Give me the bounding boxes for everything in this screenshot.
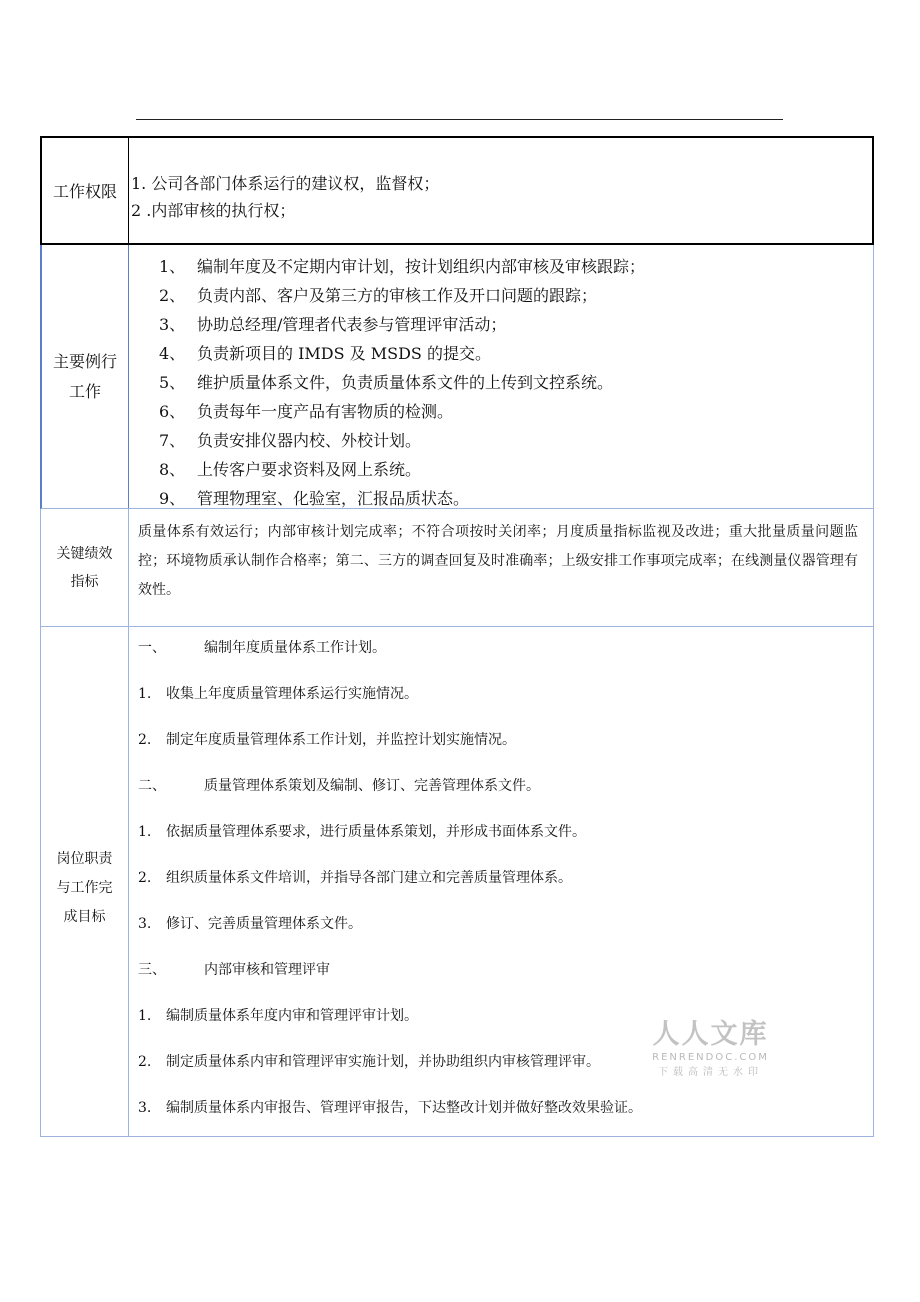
responsibility-item: 2. 组织质量体系文件培训，并指导各部门建立和完善质量管理体系。: [138, 870, 572, 886]
column-divider: [128, 245, 129, 508]
authority-item: 1. 公司各部门体系运行的建议权，监督权；: [131, 174, 440, 193]
routine-item: 3、 协助总经理/管理者代表参与管理评审活动；: [159, 315, 507, 334]
routine-item: 6、 负责每年一度产品有害物质的检测。: [159, 402, 454, 421]
responsibilities-label: [41, 839, 128, 937]
row-routine-work: [40, 245, 874, 509]
kpi-label: [41, 509, 128, 627]
responsibility-item: 1. 收集上年度质量管理体系运行实施情况。: [138, 686, 418, 702]
routine-item: 7、 负责安排仪器内校、外校计划。: [159, 431, 422, 450]
responsibility-item: 3. 编制质量体系内审报告、管理评审报告，下达整改计划并做好整改效果验证。: [138, 1100, 642, 1116]
responsibilities-label-line: 成目标: [63, 908, 106, 925]
kpi-label-line: 指标: [70, 574, 99, 590]
responsibilities-label-line: 岗位职责: [56, 850, 113, 867]
routine-item: 1、 编制年度及不定期内审计划，按计划组织内部审核及审核跟踪；: [159, 257, 646, 276]
kpi-text: 质量体系有效运行；内部审核计划完成率；不符合项按时关闭率；月度质量指标监视及改进；重大批量质量问题监控；环境物质承认制作合格率；第二、三方的调查回复及时准确率；上级安排工作事项完成率；在线测量仪器管理有效性。: [138, 524, 858, 598]
column-divider: [128, 627, 129, 1136]
row-authority: [40, 136, 874, 245]
section-heading: 二、 质量管理体系策划及编制、修订、完善管理体系文件。: [138, 778, 540, 794]
authority-label: 工作权限: [52, 182, 117, 201]
routine-work-label-line: 主要例行: [52, 352, 117, 371]
routine-work-label: [42, 245, 128, 509]
routine-item: 5、 维护质量体系文件，负责质量体系文件的上传到文控系统。: [159, 373, 614, 392]
routine-item: 9、 管理物理室、化验室，汇报品质状态。: [159, 489, 470, 508]
header-rule: [136, 119, 783, 120]
watermark-slogan: 下载高清无水印: [658, 1067, 763, 1078]
responsibility-item: 1. 依据质量管理体系要求，进行质量体系策划，并形成书面体系文件。: [138, 824, 586, 840]
responsibility-item: 2. 制定质量体系内审和管理评审实施计划，并协助组织内审核管理评审。: [138, 1054, 600, 1070]
responsibility-item: 3. 修订、完善质量管理体系文件。: [138, 916, 362, 932]
row-kpi: [40, 509, 874, 627]
column-divider: [128, 138, 129, 243]
watermark-domain: RENRENDOC.COM: [652, 1052, 769, 1063]
routine-item: 2、 负责内部、客户及第三方的审核工作及开口问题的跟踪；: [159, 286, 598, 305]
authority-content: [131, 170, 439, 224]
watermark-logo: [648, 1012, 773, 1078]
authority-item: 2 .内部审核的执行权；: [131, 201, 296, 220]
routine-item: 8、 上传客户要求资料及网上系统。: [159, 460, 422, 479]
routine-item: 4、 负责新项目的 IMDS 及 MSDS 的提交。: [159, 344, 491, 363]
kpi-label-line: 关键绩效: [56, 546, 113, 562]
section-heading: 三、 内部审核和管理评审: [138, 962, 330, 978]
responsibility-item: 1. 编制质量体系年度内审和管理评审计划。: [138, 1008, 418, 1024]
column-divider: [128, 509, 129, 626]
responsibilities-label-line: 与工作完: [56, 879, 113, 896]
routine-work-label-line: 工作: [68, 382, 101, 401]
watermark-brand: 人人文库: [652, 1019, 769, 1050]
section-heading: 一、 编制年度质量体系工作计划。: [138, 640, 386, 656]
responsibility-item: 2. 制定年度质量管理体系工作计划，并监控计划实施情况。: [138, 732, 516, 748]
